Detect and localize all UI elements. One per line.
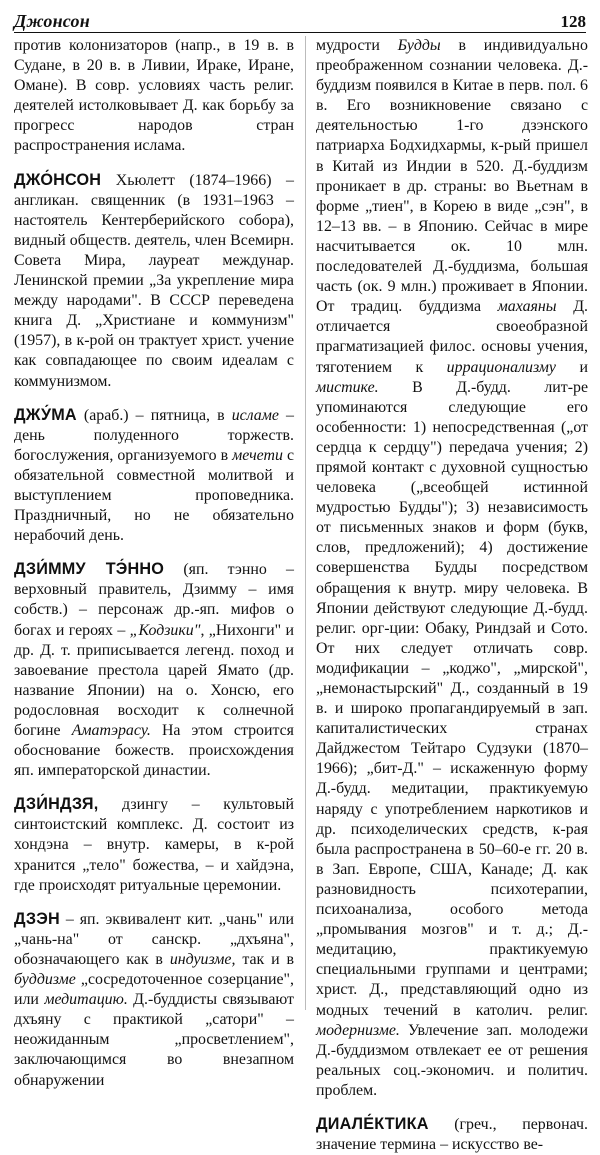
- headword: ДЗИ́ММУ ТЭ́ННО: [14, 560, 165, 579]
- right-column: [316, 36, 588, 1154]
- page-header: [14, 4, 586, 33]
- headword: ДЖО́НСОН: [14, 170, 102, 189]
- headword: ДЖУ́МА: [14, 405, 77, 424]
- column-divider: [305, 36, 306, 1010]
- cross-reference: Аматэрасу.: [71, 722, 151, 739]
- cross-reference: Будды: [397, 37, 441, 54]
- entry-text: (араб.) – пятница, в: [83, 406, 225, 424]
- entry-text: В Д.-будд. лит-ре упоминаются следующие его особенности: 1) непосредственная („от сердца к сердцу") передача учения; 2) прямой контакт с духовной сущностью человека („всеобщей истинной мудростью Будды"); 3) независимость от письменных знаков и форм (букв, слов, предложений); 4) достижение совершенства Будды посредством обращения к внутр. миру человека. В Японии действуют следующие Д.-будд. религ. орг-ции: Обаку, Риндзай и Сото. От них следует отличать совр. модификации – „коджо", „мирской", „немонастырский" Д., созданный в 19 в. и широко пропагандируемый в зап. капиталистических странах Дайджестом Тейтаро Судзуки (1870–1966); „бит-Д." – искаженную форму Д.-будд. медитации, практикуемую наряду с употреблением наркотиков и др. психоделических средств, к-рая была распространена в 50–60-е гг. 20 в. в Зап. Европе, США, Канаде; Д. как разновидность психотерапии, психоанализа, особого метода „промывания мозгов" и т. д.; Д.-медитацию, практикуемую специальными группами и центрами; христ. Д., представляющий одно из модных течений в католич. религ.: [316, 378, 588, 1019]
- entry-text: мудрости: [316, 37, 380, 54]
- entry-text: с обязательной совместной молитвой и выступлением проповедника. Праздничный, но не обязательно нерабочий день.: [14, 446, 294, 545]
- entry-jimmu-tenno: [14, 559, 294, 781]
- entry-text: – яп. эквивалент кит. „чань" или „чань-на" от санскр. „дхъяна", обозначающего как в: [14, 910, 294, 968]
- cross-reference: индуизме,: [169, 950, 236, 968]
- cross-reference: мистике.: [316, 378, 379, 396]
- entry-text: дзингу – культовый синтоистский комплекс. Д. состоит из хондэна – внутр. камеры, в к-рой хранится „тело" божества, – и хайдэна, где происходят ритуальные церемонии.: [14, 796, 294, 894]
- entry-text: так и в: [242, 950, 294, 968]
- cross-reference: мечети: [232, 446, 283, 464]
- entry-zen: [14, 909, 294, 1091]
- entry-text: , „Нихонги" и др. Д. т. приписывается легенд. поход и завоевание престола царей Ямато (др. название Японии) на о. Хонсю, его родословная восходит к солнечной богине: [14, 621, 294, 739]
- cross-reference: иррационализму: [446, 358, 556, 376]
- entry-text: против колонизаторов (напр., в 19 в. в Судане, в 20 в. в Ливии, Ираке, Иране, Омане). В совр. условиях часть религ. деятелей истолковывает Д. как борьбу за прогресс народов стран распространения ислама.: [14, 37, 294, 155]
- page-number: 128: [560, 12, 586, 31]
- entry-zen-continuation: [316, 36, 588, 1101]
- cross-reference: махаяны: [497, 298, 557, 316]
- entry-text: в индивидуально преображенном сознании человека. Д.-буддизм появился в Китае в перв. пол. 6 в. Его возникновение связано с деятельностью 1-го дзэнского патриарха Бодхидхармы, к-рый пришел в Китай из Индии в 520. Д.-буддизм проникает в др. страны: во Вьетнам в форме „тиен", в Корею в виде „сэн", в 12–13 вв. – в Японию. Сейчас в мире насчитывается ок. 10 млн. последователей Д.-буддизма, большая часть (ок. 9 млн.) проживает в Японии. От традиц. буддизма: [316, 37, 588, 316]
- cross-reference: „Кодзики": [129, 621, 201, 639]
- entry-text: Д. отличается своеобразной прагматизацией филос. основы учения, тяготением к: [316, 298, 588, 376]
- entry-jinja: [14, 794, 294, 895]
- headword: ДИАЛЕ́КТИКА: [316, 1114, 429, 1133]
- headword: ДЗЭН: [14, 909, 60, 928]
- entry-text: – день полуденного торжеств. богослужения, организуемого в: [14, 406, 294, 464]
- cross-reference: медитацию.: [44, 991, 128, 1009]
- entry-text: (греч., первонач. значение термина – искусство ве-: [316, 1115, 588, 1154]
- left-column: [14, 36, 294, 1089]
- cross-reference: буддизме: [14, 971, 76, 989]
- entry-text: Д.-буддисты связывают дхъяну с практикой „сатори" – неожиданным „просветлением", заключающимся во внезапном обнаружении: [14, 991, 294, 1089]
- entry-text: и: [579, 358, 588, 376]
- cross-reference: исламе: [231, 406, 279, 424]
- entry-text: Увлечение зап. молодежи Д.-буддизмом отвлекает ее от решения реальных соц.-экономич. и политич. проблем.: [316, 1021, 588, 1099]
- entry-text: Хьюлетт (1874–1966) – англикан. священник (в 1931–1963 – настоятель Кентерберийского собора), видный обществ. деятель, член Всемирн. Совета Мира, лауреат междунар. Ленинской премии „За укрепление мира между народами". В СССР переведена книга Д. „Христиане и коммунизм" (1957), в к-рой он трактует христ. учение как совпадающее по своим идеалам с коммунизмом.: [14, 171, 294, 390]
- entry-text: „сосредоточенное созерцание", или: [14, 971, 294, 1009]
- headword: ДЗИ́НДЗЯ,: [14, 795, 99, 814]
- entry-dialectics: [316, 1114, 588, 1155]
- entry-text: (яп. тэнно – верховный правитель, Дзимму – имя собств.) – персонаж др.-яп. мифов о богах и героях –: [14, 561, 294, 639]
- cross-reference: модернизме.: [316, 1021, 400, 1039]
- entry-johnson: [14, 170, 294, 392]
- running-head: Джонсон: [14, 11, 90, 31]
- entry-juma: [14, 405, 294, 547]
- entry-continuation: [14, 36, 294, 157]
- entry-text: На этом строится обоснование божеств. происхождения яп. императорской династии.: [14, 722, 294, 780]
